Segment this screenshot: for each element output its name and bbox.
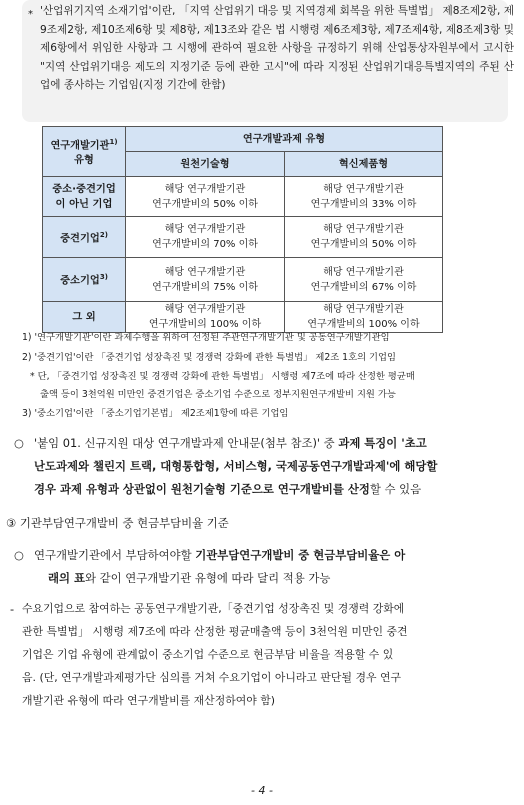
table-cell: 해당 연구개발기관 연구개발비의 33% 이하	[285, 177, 443, 217]
dash-para-line2: 관한 특별법」 시행령 제7조에 따라 산정한 평균매출액 등이 3천억원 미만인 중견	[22, 625, 408, 638]
section-o2-line1: 연구개발기관에서 부담하여야할 기관부담연구개발비 중 현금부담비율은 아	[34, 548, 406, 562]
table-cell: 해당 연구개발기관 연구개발비의 100% 이하	[285, 302, 443, 333]
table-row	[43, 177, 443, 217]
col-header-innovative-product: 혁신제품형	[285, 152, 443, 177]
table-row	[43, 302, 443, 333]
row-label: 중소기업$^{3)}$	[43, 258, 126, 302]
ratio-table	[42, 126, 443, 333]
table-row	[43, 217, 443, 258]
table-cell: 해당 연구개발기관 연구개발비의 50% 이하	[285, 217, 443, 258]
footnote-2-exception-line2: 출액 등이 3천억원 미만인 중견기업은 중소기업 수준으로 정부지원연구개발비 지원 가능	[40, 389, 396, 400]
table-cell: 해당 연구개발기관 연구개발비의 50% 이하	[126, 177, 285, 217]
dash-para-line3: 기업은 기업 유형에 관계없이 중소기업 수준으로 현금부담 비율을 적용할 수 있	[22, 648, 394, 661]
dash-para-line1: 수요기업으로 참여하는 공동연구개발기관,「중견기업 성장촉진 및 경쟁력 강화에	[22, 602, 405, 615]
table-row	[43, 258, 443, 302]
footnote-1: 1) '연구개발기관'이란 과제수행을 위하여 선정된 주관연구개발기관 및 공동연구개발기관임	[22, 332, 390, 343]
bullet-circle: ○	[14, 548, 24, 562]
section-o1-line2: 난도과제와 챌린지 트랙, 대형통합형, 서비스형, 국제공동연구개발과제'에 해당할	[34, 459, 438, 473]
footnote-3: 3) '중소기업'이란 「중소기업기본법」 제2조제1항에 따른 기업임	[22, 408, 289, 419]
row-label: 중견기업$^{2)}$	[43, 217, 126, 258]
table-cell: 해당 연구개발기관 연구개발비의 67% 이하	[285, 258, 443, 302]
section-heading: ③ 기관부담연구개발비 중 현금부담비율 기준	[6, 516, 229, 530]
box-bullet: *	[28, 9, 33, 20]
section-o1-line3: 경우 과제 유형과 상관없이 원천기술형 기준으로 연구개발비를 산정할 수 있음	[34, 482, 422, 496]
section-o1-line1: '붙임 01. 신규지원 대상 연구개발과제 안내문(첨부 참조)' 중 과제 특징이 '초고	[34, 436, 427, 450]
box-paragraph: '산업위기지역 소재기업'이란, 「지역 산업위기 대응 및 지역경제 회복을 위한 특별법」 제8조제2항, 제9조제2항, 제10조제6항 및 제8항, 제13조와 같은 법 시행령 제6조제3항, 제7조제4항, 제8조제3항 및 제6항에서 위임한 사항과 그 시행에 관하여 필요한 사항을 규정하기 위해 산업통상자원부에서 고시한 "지역 산업위기대응 제도의 지정기준 등에 관한 고시"에 따라 지정된 산업위기대응특별지역의 주된 산업에 종사하는 기업임(지정 기간에 한함)	[40, 5, 514, 92]
dash-para-line4: 음. (단, 연구개발과제평가단 심의를 거쳐 수요기업이 아니라고 판단될 경우 연구	[22, 671, 401, 684]
row-label: 중소·중견기업 이 아닌 기업	[43, 177, 126, 217]
dash-bullet: -	[10, 602, 15, 616]
dash-para-line5: 개발기관 유형에 따라 연구개발비를 재산정하여야 함)	[22, 694, 276, 707]
page-number: - 4 -	[251, 784, 273, 797]
section-o2-line2: 래의 표와 같이 연구개발기관 유형에 따라 달리 적용 가능	[48, 571, 331, 585]
corner-header: 연구개발기관$^{1)}$ 유형	[43, 127, 126, 177]
table-cell: 해당 연구개발기관 연구개발비의 75% 이하	[126, 258, 285, 302]
footnote-2-exception-line1: * 단, 「중견기업 성장촉진 및 경쟁력 강화에 관한 특별법」 시행령 제7조에 따라 산정한 평균매	[30, 371, 415, 382]
table-cell: 해당 연구개발기관 연구개발비의 70% 이하	[126, 217, 285, 258]
row-label: 그 외	[43, 302, 126, 333]
col-header-original-tech: 원천기술형	[126, 152, 285, 177]
group-header: 연구개발과제 유형	[126, 127, 443, 152]
table-cell: 해당 연구개발기관 연구개발비의 100% 이하	[126, 302, 285, 333]
footnote-2: 2) '중견기업'이란 「중견기업 성장촉진 및 경쟁력 강화에 관한 특별법」 제2조 1호의 기업임	[22, 352, 396, 363]
bullet-circle: ○	[14, 436, 24, 450]
